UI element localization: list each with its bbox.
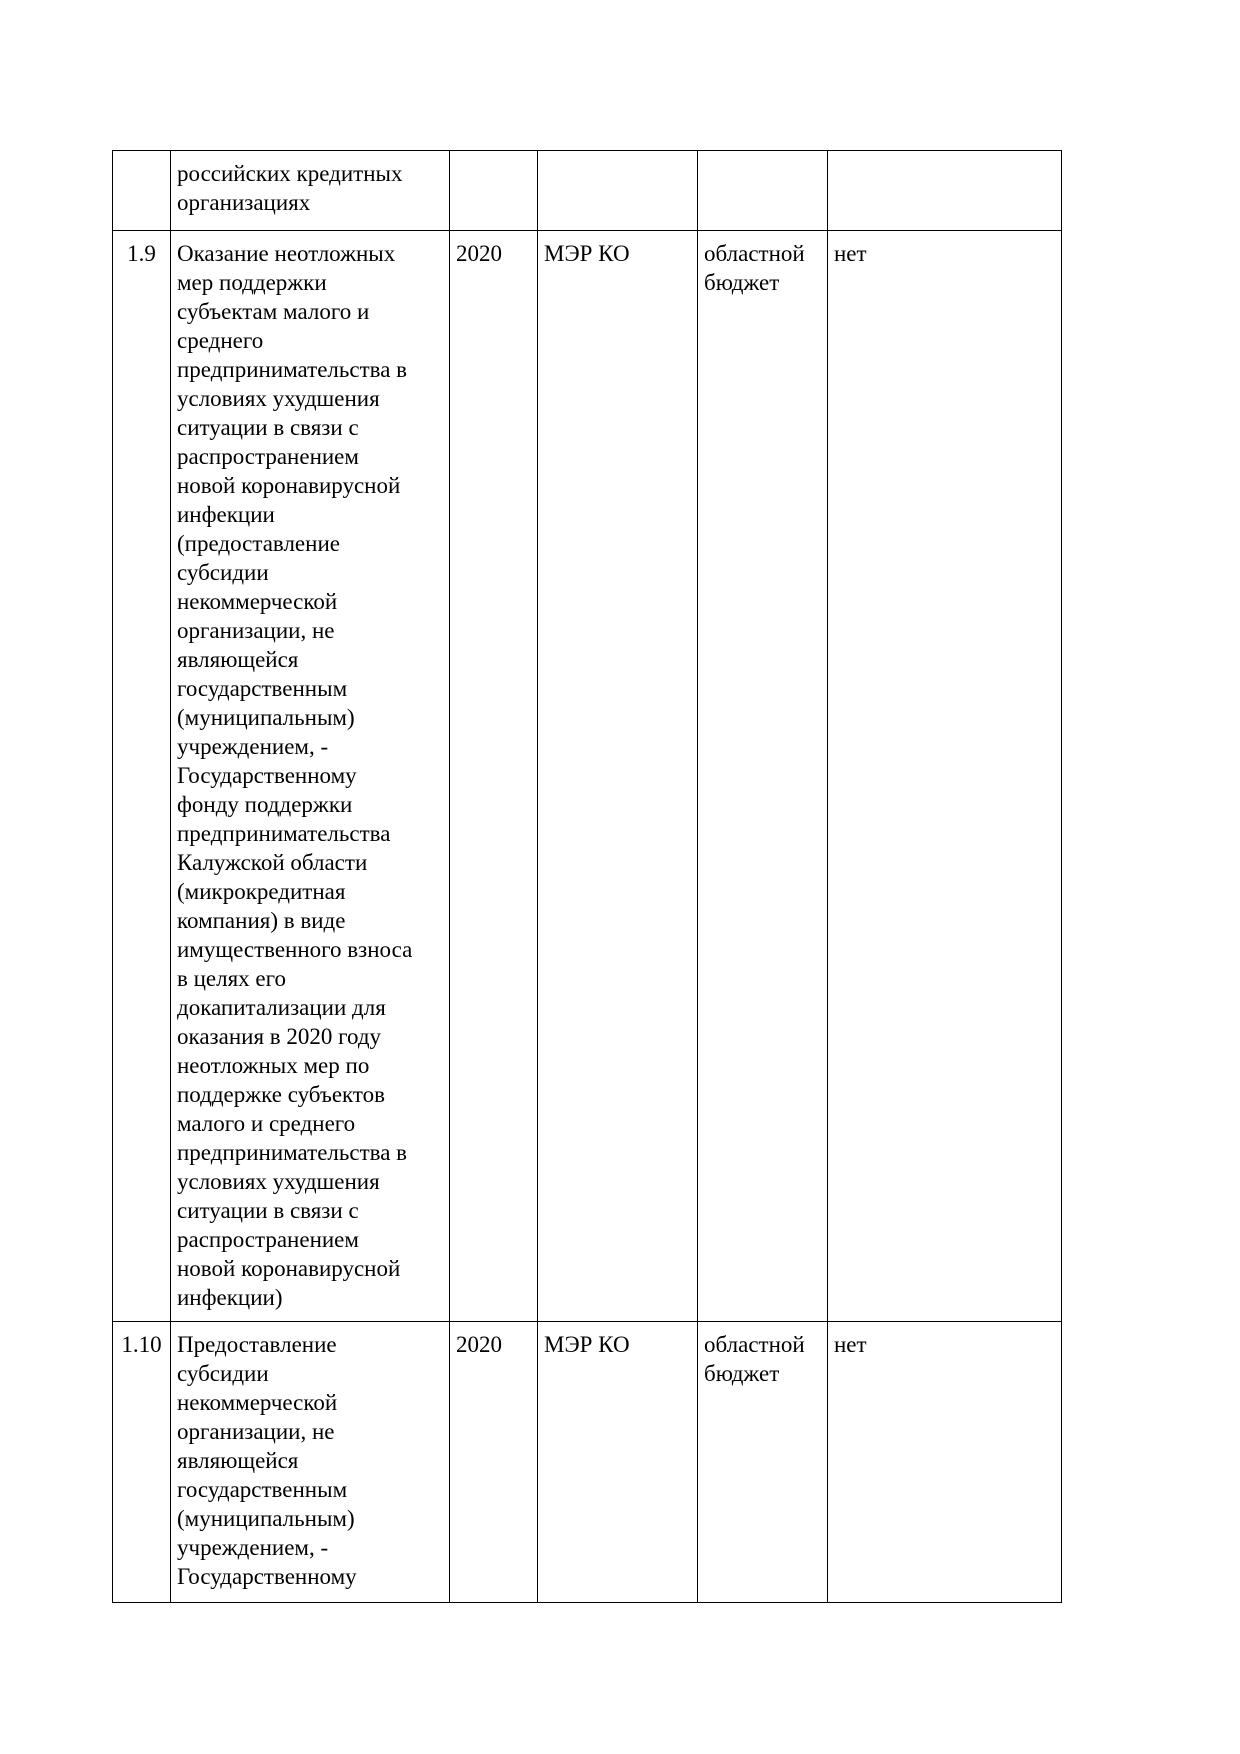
table-row [113, 1322, 1062, 1603]
row-number: 1.10 [113, 1322, 171, 1603]
row-description: Предоставление субсидии некоммерческой организации, не являющейся государственным (муниципальным) учреждением, - Государственному [171, 1322, 450, 1603]
row-year: 2020 [450, 231, 538, 1322]
row-description: российских кредитных организациях [171, 151, 450, 231]
table-row [113, 151, 1062, 231]
row-funding-source: областной бюджет [698, 231, 828, 1322]
measures-table [112, 150, 1062, 1603]
row-executor [538, 151, 698, 231]
row-executor: МЭР КО [538, 1322, 698, 1603]
row-note: нет [828, 1322, 1062, 1603]
table-row [113, 231, 1062, 1322]
row-number [113, 151, 171, 231]
row-year [450, 151, 538, 231]
row-year: 2020 [450, 1322, 538, 1603]
row-note: нет [828, 231, 1062, 1322]
row-funding-source: областной бюджет [698, 1322, 828, 1603]
row-note [828, 151, 1062, 231]
row-description: Оказание неотложных мер поддержки субъектам малого и среднего предпринимательства в условиях ухудшения ситуации в связи с распространением новой коронавирусной инфекции (предоставление субсидии некоммерческой организации, не являющейся государственным (муниципальным) учреждением, - Государственному фонду поддержки предпринимательства Калужской области (микрокредитная компания) в виде имущественного взноса в целях его докапитализации для оказания в 2020 году неотложных мер по поддержке субъектов малого и среднего предпринимательства в условиях ухудшения ситуации в связи с распространением новой коронавирусной инфекции) [171, 231, 450, 1322]
row-funding-source [698, 151, 828, 231]
row-number: 1.9 [113, 231, 171, 1322]
row-executor: МЭР КО [538, 231, 698, 1322]
